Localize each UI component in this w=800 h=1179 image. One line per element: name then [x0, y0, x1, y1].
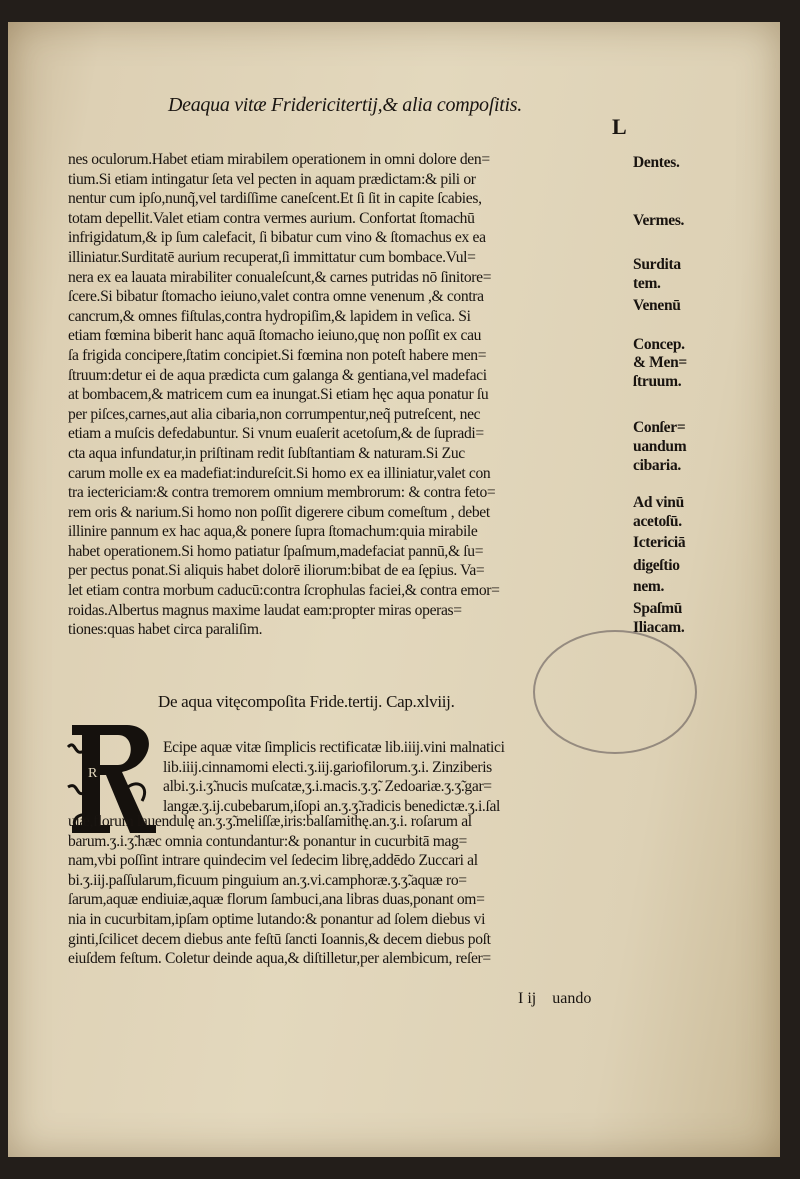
- text-line: cta aqua infundatur,in priſtinam redit ſubſtantiam & naturam.Si Zuc: [68, 444, 465, 462]
- text-line: nes oculorum.Habet etiam mirabilem operationem in omni dolore den=: [68, 151, 490, 168]
- text-line: etiam fœmina biberit hanc aquā ſtomacho ieiuno,quę non poſſit ex cau: [68, 327, 482, 345]
- text-line: per piſces,carnes,aut alia cibaria,non corrumpentur,neq̃ putreſcent, nec: [68, 405, 481, 423]
- text-line: ſa frigida concipere,ſtatim concipiet.Si fœmina non poteſt habere men=: [68, 346, 487, 364]
- margin-note: Iliacam.: [633, 619, 685, 636]
- margin-note: Surdita: [633, 256, 681, 273]
- margin-note: ſtruum.: [633, 373, 682, 390]
- chapter-heading: De aqua vitęcompoſita Fride.tertij. Cap.xlviij.: [158, 692, 455, 711]
- text-line: etiam a muſcis defedabuntur. Si vnum euaſerit acetoſum,& de ſupradi=: [68, 425, 484, 443]
- text-line: at bombacem,& matricem cum ea inungat.Si etiam hęc aqua ponatur ſu: [68, 386, 489, 404]
- margin-note: tem.: [633, 275, 661, 292]
- margin-note: Vermes.: [633, 212, 685, 229]
- folio-number: L: [612, 114, 627, 139]
- text-line: bi.ʒ.iij.paſſularum,ficuum pinguium an.ʒ.vi.camphoræ.ʒ.ʒ̃.aquæ ro=: [68, 871, 467, 889]
- text-line: per pectus ponat.Si aliquis habet dolorē iliorum:bibat de ea ſępius. Va=: [68, 562, 485, 580]
- text-line: roidas.Albertus magnus maxime laudat eam:propter miras operas=: [68, 601, 462, 619]
- running-title: Deaqua vitæ Fridericitertij,& alia compoſitis.: [168, 94, 522, 116]
- catchword: uando: [552, 990, 592, 1007]
- text-line: langæ.ʒ.ij.cubebarum,iſopi an.ʒ.ʒ̃.radicis benedictæ.ʒ.i.ſal: [163, 797, 501, 815]
- text-line: ginti,ſcilicet decem diebus ante feſtū ſancti Ioannis,& decem diebus poſt: [68, 930, 491, 948]
- margin-note: & Men=: [633, 354, 687, 371]
- text-line: tiones:quas habet circa paraliſim.: [68, 621, 263, 639]
- library-stamp: [533, 630, 697, 754]
- margin-note: Ad vinū: [633, 494, 684, 511]
- text-line: nentur cum ipſo,nunq̃,vel tardiſſime caneſcent.Et ſi ſit in capite ſcabies,: [68, 190, 482, 208]
- text-line: lib.iiij.cinnamomi electi.ʒ.iij.gariofilorum.ʒ.i. Zinziberis: [163, 758, 492, 776]
- margin-note: nem.: [633, 578, 665, 595]
- text-line: eiuſdem feſtum. Coletur deinde aqua,& diſtilletur,per alembicum, reſer=: [68, 950, 491, 968]
- text-line: infrigidatum,& ip ſum calefacit, ſi bibatur cum vino & ſtomachus ex ea: [68, 229, 486, 247]
- margin-note: Concep.: [633, 336, 685, 353]
- text-line: ſarum,aquæ endiuiæ,aquæ florum ſambuci,ana libras duas,ponant om=: [68, 891, 485, 909]
- margin-note: Ictericiā: [633, 534, 686, 551]
- text-line: nera ex ea lauata mirabiliter conualeſcunt,& carnes putridas nō ſinitore=: [68, 268, 492, 286]
- text-line: tra iectericiam:& contra tremorem omnium membrorum: & contra feto=: [68, 484, 496, 502]
- main-text-block: [68, 150, 633, 640]
- margin-note: cibaria.: [633, 457, 681, 474]
- signature-mark: I ij: [518, 990, 537, 1007]
- text-line: uiæ,florum lauendulę an.ʒ.ʒ̃.meliſſæ,iris:balſamithę.an.ʒ.i. roſarum al: [68, 813, 472, 830]
- text-line: totam depellit.Valet etiam contra vermes aurium. Confortat ſtomachū: [68, 209, 475, 227]
- text-line: tium.Si etiam intingatur ſeta vel pecten in aquam prædictam:& pili or: [68, 170, 476, 188]
- text-line: illinire pannum ex hac aqua,& ponere ſupra ſtomachum:quia mirabile: [68, 523, 478, 541]
- margin-note: Spaſmū: [633, 600, 683, 617]
- recipe-text-block: [68, 812, 628, 969]
- margin-note: Dentes.: [633, 154, 680, 171]
- text-line: nia in cucurbitam,ipſam optime lutando:& ponantur ad ſolem diebus vi: [68, 910, 486, 928]
- margin-note: Conſer=: [633, 419, 686, 436]
- svg-text:R: R: [88, 766, 98, 781]
- text-line: let etiam contra morbum caducū:contra ſcrophulas faciei,& contra emor=: [68, 582, 500, 600]
- signature-and-catchword: [518, 990, 591, 1008]
- text-line: nam,vbi poſſint intrare quindecim vel ſedecim librę,addēdo Zuccari al: [68, 852, 478, 870]
- book-page: [8, 22, 780, 1157]
- recipe-indented-block: [163, 738, 633, 816]
- text-line: ſcere.Si bibatur ſtomacho ieiuno,valet contra omne venenum ,& contra: [68, 288, 484, 306]
- text-line: albi.ʒ.i.ʒ̃.nucis muſcatæ,ʒ.i.macis.ʒ.ʒ̃. Zedoariæ.ʒ.ʒ̃.gar=: [163, 778, 492, 796]
- margin-note: digeſtio: [633, 557, 680, 574]
- text-line: habet operationem.Si homo patiatur ſpaſmum,madefaciat pannū,& ſu=: [68, 542, 484, 560]
- margin-note: Venenū: [633, 297, 681, 314]
- margin-note: acetoſū.: [633, 513, 682, 530]
- text-line: illiniatur.Surditatē aurium recuperat,ſi immittatur cum bombace.Vul=: [68, 248, 476, 266]
- text-line: carum molle ex ea madefiat:indureſcit.Si homo ex ea illiniatur,valet con: [68, 464, 491, 482]
- text-line: rem oris & narium.Si homo non poſſit digerere cibum comeſtum , debet: [68, 503, 490, 521]
- text-line: Ecipe aquæ vitæ ſimplicis rectificatæ lib.iiij.vini malnatici: [163, 739, 505, 756]
- margin-note: uandum: [633, 438, 687, 455]
- text-line: cancrum,& omnes fiſtulas,contra hydropiſim,& lapidem in veſica. Si: [68, 307, 471, 325]
- text-line: barum.ʒ.i.ʒ̃.hæc omnia contundantur:& ponantur in cucurbitā mag=: [68, 832, 467, 850]
- text-line: ſtruum:detur ei de aqua prædicta cum galanga & gentiana,vel madefaci: [68, 366, 487, 384]
